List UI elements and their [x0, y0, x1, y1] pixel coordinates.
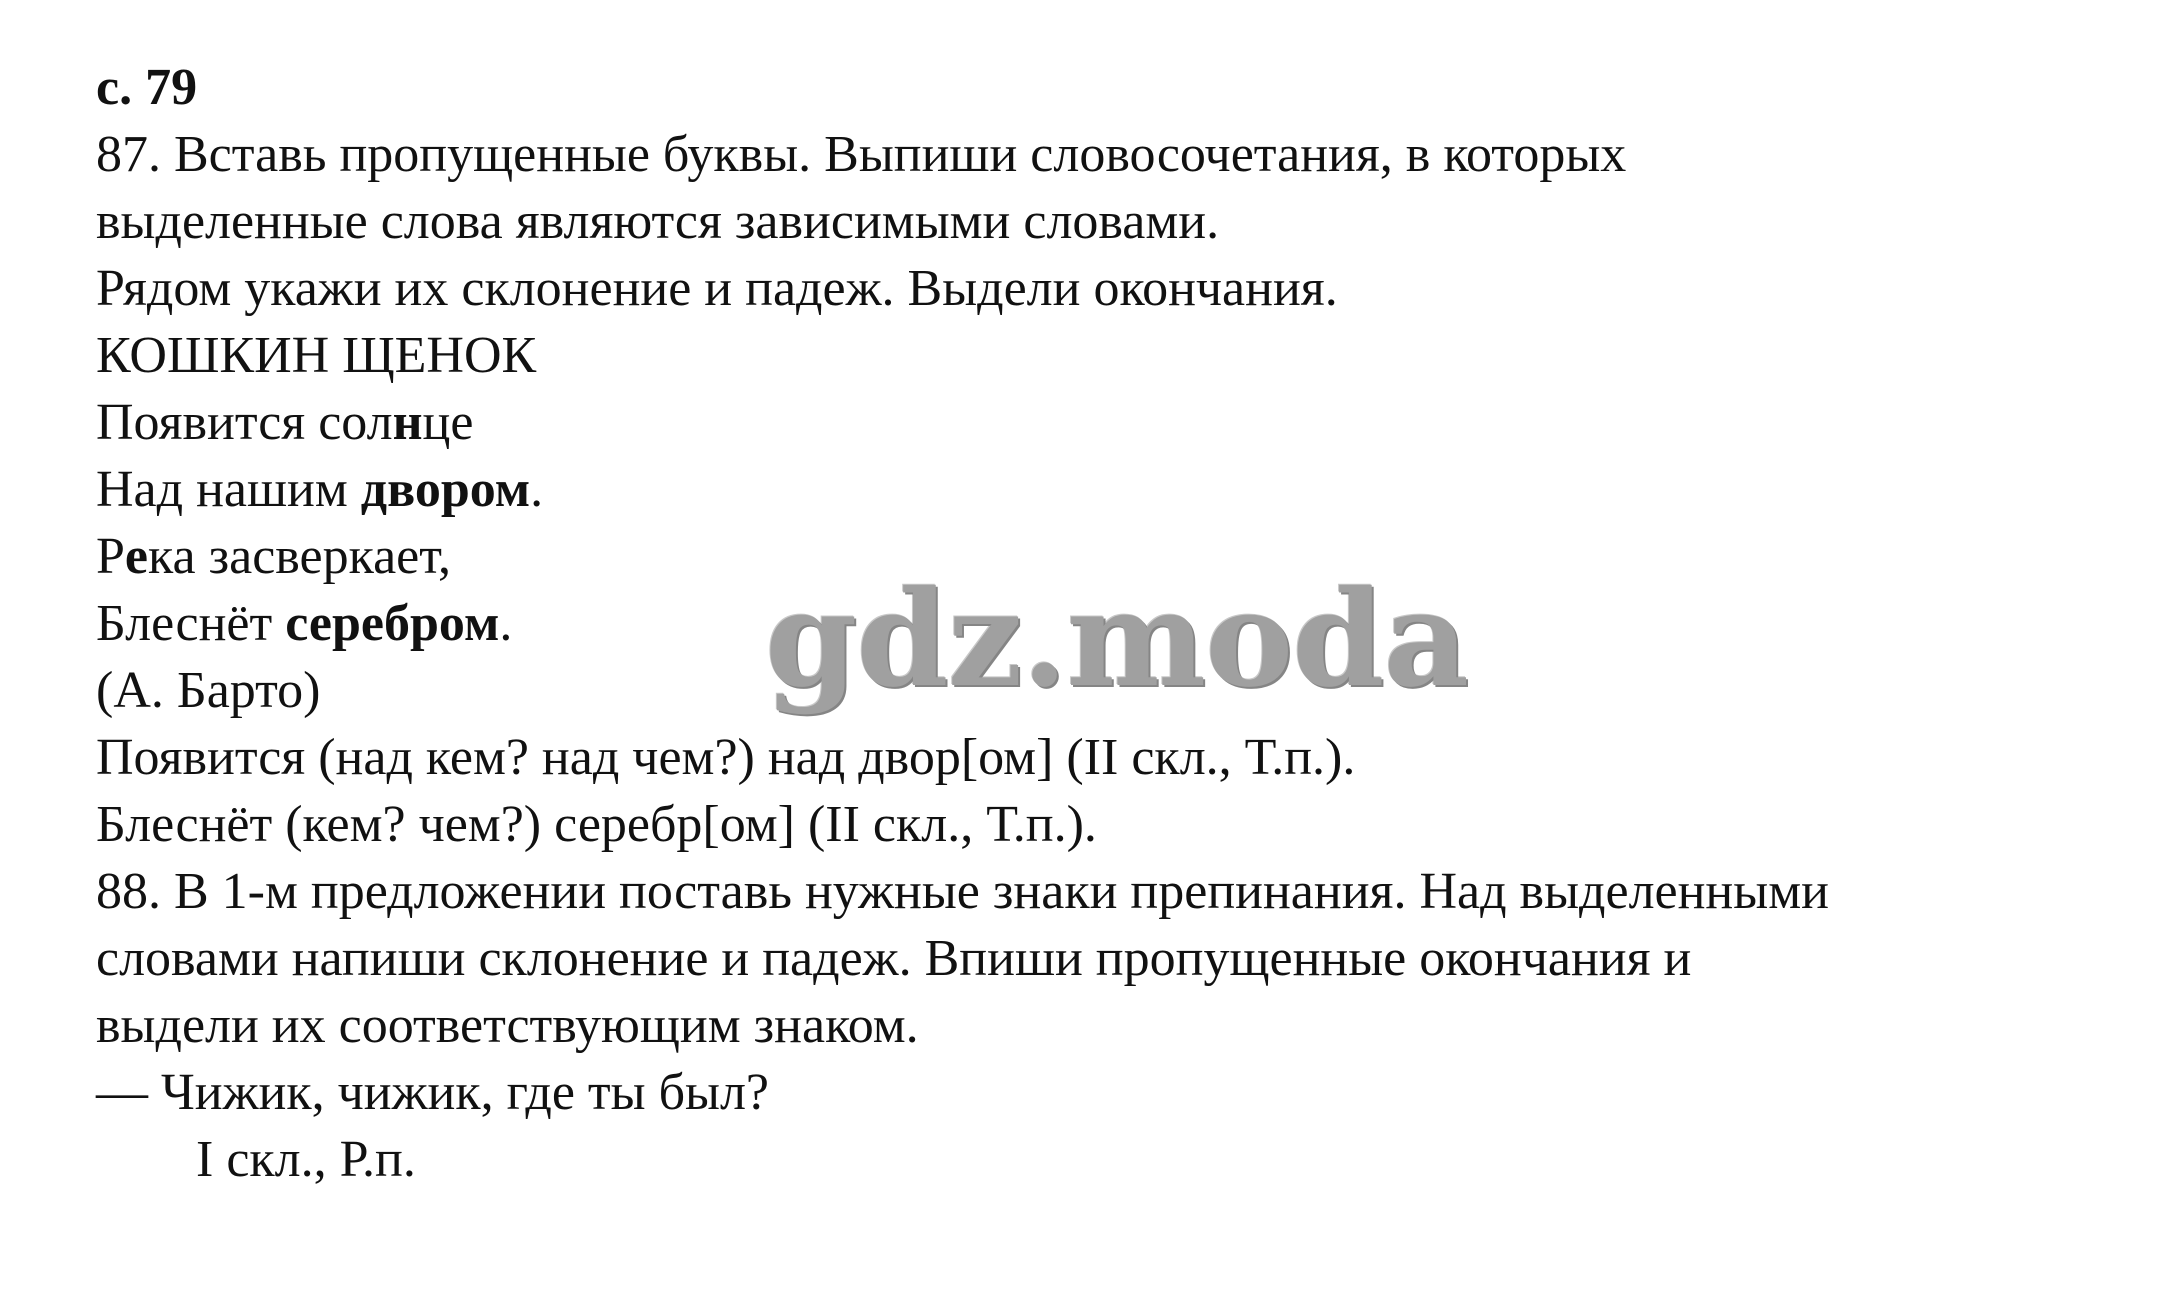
- poem-line-2: [96, 460, 543, 520]
- poem-line-2-pre: Над нашим: [96, 461, 361, 518]
- poem-line-3: [96, 527, 451, 587]
- poem-line-4-pre: Блеснёт: [96, 595, 286, 652]
- answer-line-2: Блеснёт (кем? чем?) серебр[ом] (II скл., Т.п.).: [96, 796, 1097, 853]
- poem-title: КОШКИН ЩЕНОК: [96, 327, 537, 384]
- poem-line-1: [96, 393, 473, 453]
- poem-author: (А. Барто): [96, 662, 321, 719]
- poem-line-4-post: .: [499, 595, 513, 652]
- poem-line-1-post: це: [422, 394, 474, 451]
- poem-line-4: [96, 594, 512, 654]
- answer-line-1: Появится (над кем? над чем?) над двор[ом] (II скл., Т.п.).: [96, 729, 1356, 786]
- poem-line-3-bold: е: [124, 528, 149, 585]
- task-88-line-3: выдели их соответствующим знаком.: [96, 997, 919, 1054]
- poem-line-3-post: ка засверкает,: [148, 528, 452, 585]
- gdz-watermark: gdz.moda: [765, 562, 1469, 717]
- poem-line-2-bold: двором: [360, 461, 531, 518]
- poem-line-3-pre: Р: [96, 528, 125, 585]
- poem-line-4-bold: серебром: [285, 595, 500, 652]
- task-87-line-1: 87. Вставь пропущенные буквы. Выпиши словосочетания, в которых: [96, 126, 1627, 183]
- task-87-line-3: Рядом укажи их склонение и падеж. Выдели окончания.: [96, 260, 1338, 317]
- poem-line-1-bold: н: [392, 394, 423, 451]
- task-88-line-5: I скл., Р.п.: [196, 1131, 416, 1188]
- task-87-line-2: выделенные слова являются зависимыми словами.: [96, 193, 1220, 250]
- task-88-line-4: — Чижик, чижик, где ты был?: [96, 1064, 770, 1121]
- page-number: с. 79: [96, 59, 198, 116]
- poem-line-2-post: .: [530, 461, 544, 518]
- task-88-line-1: 88. В 1-м предложении поставь нужные знаки препинания. Над выделенными: [96, 863, 1829, 920]
- poem-line-1-pre: Появится сол: [96, 394, 393, 451]
- task-88-line-2: словами напиши склонение и падеж. Впиши пропущенные окончания и: [96, 930, 1692, 987]
